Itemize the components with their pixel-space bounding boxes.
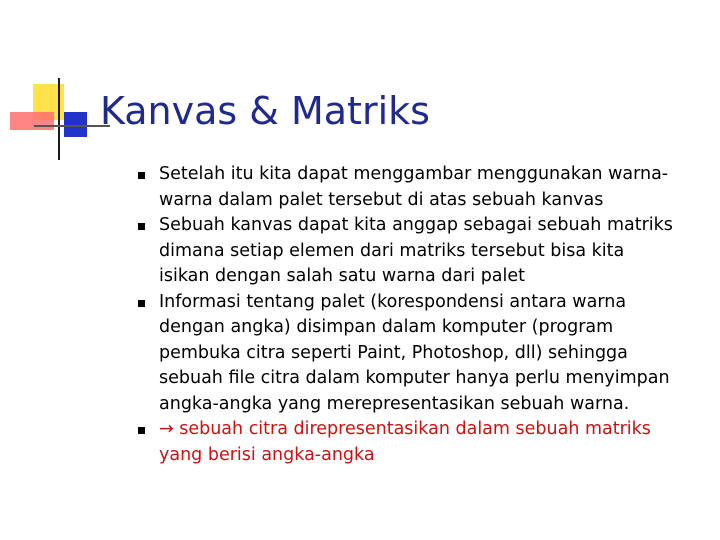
bullet-item	[138, 162, 678, 213]
bullet-item	[138, 290, 678, 418]
bullet-text: Setelah itu kita dapat menggambar menggunakan warna-warna dalam palet tersebut di atas sebuah kanvas	[159, 164, 669, 210]
square-bullet-icon	[138, 223, 145, 230]
slide-title: Kanvas & Matriks	[100, 89, 430, 133]
bullet-item-conclusion	[138, 417, 678, 468]
bullet-text: Informasi tentang palet (korespondensi antara warna dengan angka) disimpan dalam komputer (program pembuka citra seperti Paint, Photoshop, dll) sehingga sebuah file citra dalam komputer hanya perlu menyimpan angka-angka yang merepresentasikan sebuah warna.	[159, 291, 670, 414]
bullet-list	[138, 162, 678, 468]
bullet-text: Sebuah kanvas dapat kita anggap sebagai sebuah matriks dimana setiap elemen dari matriks tersebut bisa kita isikan dengan salah satu warna dari palet	[159, 215, 673, 286]
square-bullet-icon	[138, 427, 145, 434]
bullet-text: → sebuah citra direpresentasikan dalam sebuah matriks yang berisi angka-angka	[159, 419, 651, 465]
square-bullet-icon	[138, 300, 145, 307]
template-logo-icon	[0, 0, 110, 170]
bullet-item	[138, 213, 678, 290]
square-bullet-icon	[138, 172, 145, 179]
